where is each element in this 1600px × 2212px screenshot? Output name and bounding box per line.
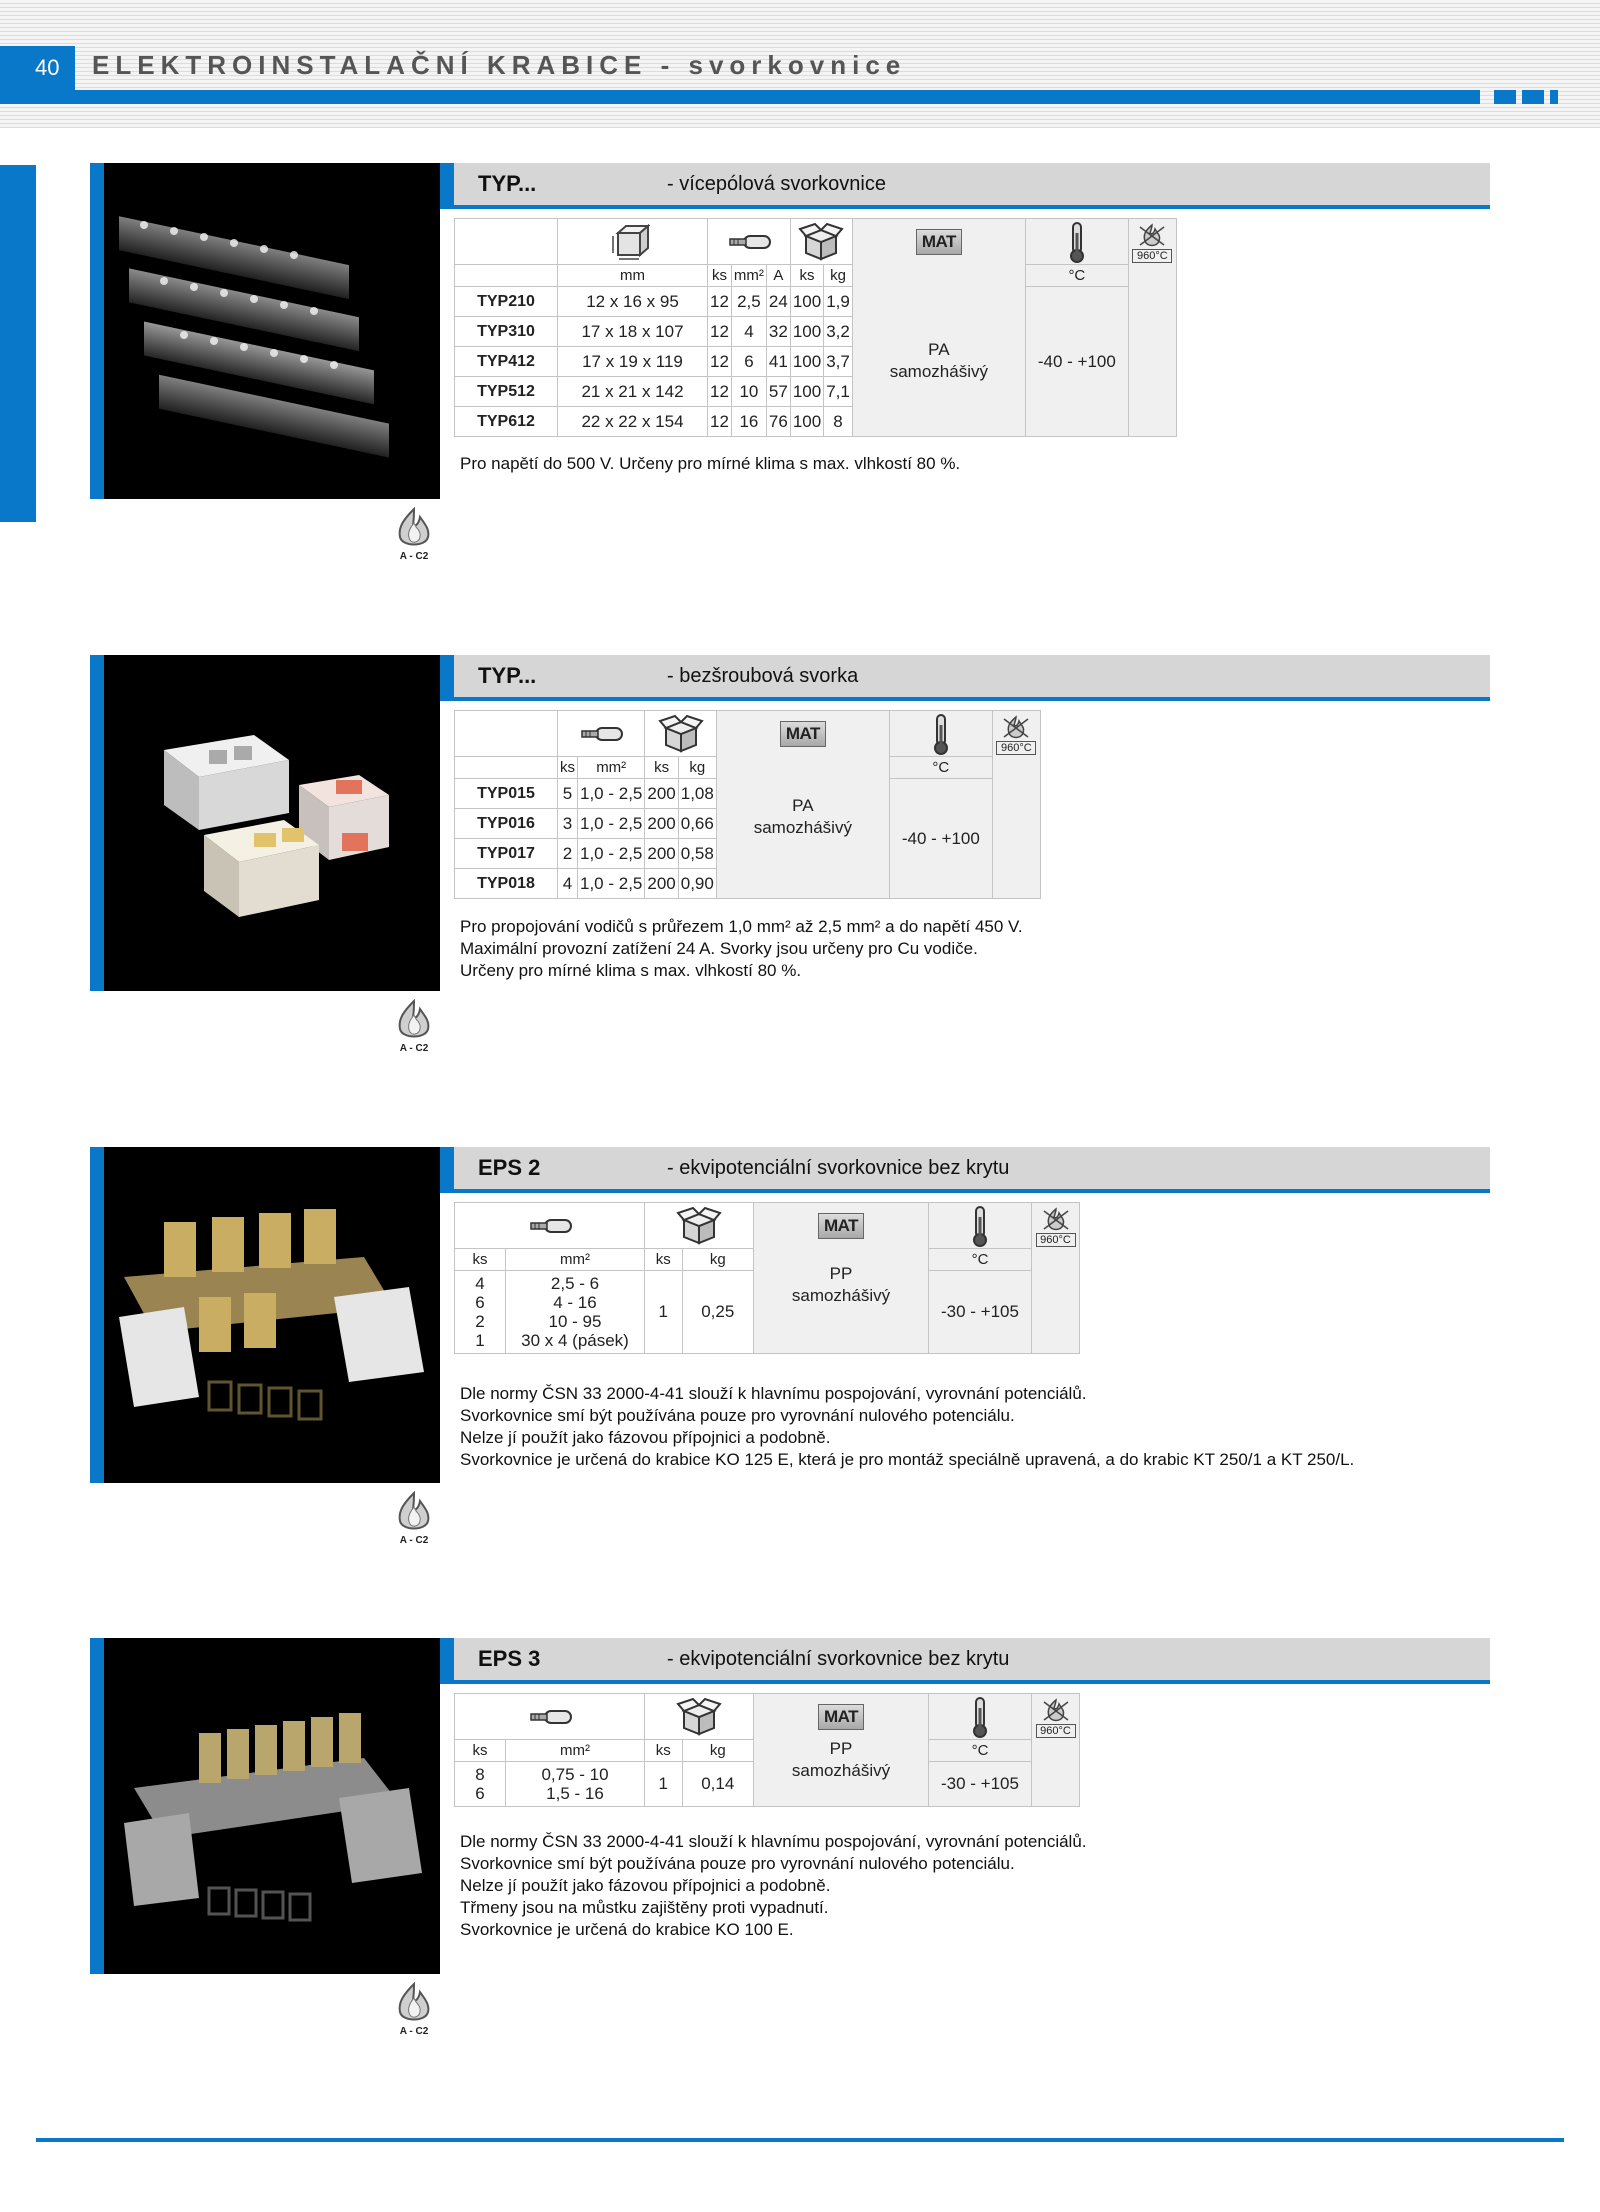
flammability-badge bbox=[392, 999, 436, 1061]
terminal-strip-photo bbox=[104, 163, 440, 499]
cell-value: 1,0 - 2,5 bbox=[578, 779, 645, 809]
note-line: Dle normy ČSN 33 2000-4-41 slouží k hlavnímu pospojování, vyrovnání potenciálů. bbox=[460, 1832, 1087, 1851]
cell-value: 7,1 bbox=[824, 377, 853, 407]
wire-size: 1,5 - 16 bbox=[546, 1784, 604, 1803]
unit-label: °C bbox=[929, 1740, 1032, 1762]
wire-size: 4 - 16 bbox=[553, 1293, 597, 1312]
unit-label: ks bbox=[455, 1249, 506, 1271]
unit-label: °C bbox=[889, 757, 992, 779]
product-subtitle: - ekvipotenciální svorkovnice bez krytu bbox=[667, 1648, 1010, 1670]
flammability-label: A - C2 bbox=[399, 551, 429, 562]
thermometer-icon bbox=[1068, 231, 1086, 250]
type-code: TYP412 bbox=[455, 347, 558, 377]
cell-value: 0,90 bbox=[678, 869, 716, 899]
equipotential-busbar-photo bbox=[104, 1638, 440, 1974]
note-line: Maximální provozní zatížení 24 A. Svorky jsou určeny pro Cu vodiče. bbox=[460, 939, 978, 958]
flammability-badge bbox=[392, 507, 436, 569]
mat-material-icon: MAT bbox=[916, 229, 962, 255]
wire-size: 2,5 - 6 bbox=[550, 1274, 600, 1293]
mat-material-icon: MAT bbox=[818, 1213, 864, 1239]
wire-icon bbox=[527, 1215, 573, 1234]
cell-value: 4 bbox=[731, 317, 766, 347]
product-notes bbox=[460, 1383, 1354, 1471]
product-photo bbox=[90, 655, 440, 991]
material-name: PP bbox=[829, 1739, 853, 1758]
cell-value: 32 bbox=[766, 317, 790, 347]
fire-temperature-label: 960°C bbox=[1036, 1233, 1076, 1247]
material-property: samozhášivý bbox=[889, 362, 988, 381]
flame-a-c2-icon bbox=[392, 1982, 436, 2026]
cell-value: 100 bbox=[790, 347, 823, 377]
wire-count: 8 bbox=[475, 1765, 485, 1784]
unit-label: ks bbox=[645, 757, 678, 779]
note-line: Nelze jí použít jako fázovou přípojnici a podobně. bbox=[460, 1428, 831, 1447]
type-code: TYP612 bbox=[455, 407, 558, 437]
thermometer-icon bbox=[971, 1706, 989, 1725]
cell-value: 12 x 16 x 95 bbox=[558, 287, 708, 317]
type-code: TYP210 bbox=[455, 287, 558, 317]
cell-value: 16 bbox=[731, 407, 766, 437]
wire-size: 10 - 95 bbox=[548, 1312, 602, 1331]
wire-count: 1 bbox=[475, 1331, 485, 1350]
flame-960-icon bbox=[1039, 1209, 1073, 1228]
product-notes bbox=[460, 916, 1023, 982]
flame-a-c2-icon bbox=[392, 999, 436, 1043]
product-photo bbox=[90, 1638, 440, 1974]
spec-table bbox=[454, 218, 1177, 437]
cell-value: 10 bbox=[731, 377, 766, 407]
flame-960-icon bbox=[1039, 1700, 1073, 1719]
pack-count: 1 bbox=[645, 1762, 683, 1807]
product-titlebar bbox=[440, 163, 1490, 209]
spec-table bbox=[454, 710, 1041, 899]
cell-value: 1,9 bbox=[824, 287, 853, 317]
wire-count: 4 bbox=[475, 1274, 485, 1293]
footer-line bbox=[36, 2138, 1564, 2142]
product-subtitle: - vícepólová svorkovnice bbox=[667, 173, 886, 195]
unit-label: kg bbox=[678, 757, 716, 779]
unit-label: mm² bbox=[506, 1740, 645, 1762]
cell-value: 3 bbox=[558, 809, 578, 839]
left-accent-bar bbox=[0, 165, 36, 522]
flammability-label: A - C2 bbox=[399, 2026, 429, 2037]
type-code: TYP512 bbox=[455, 377, 558, 407]
wire-count: 2 bbox=[475, 1312, 485, 1331]
cell-value: 100 bbox=[790, 407, 823, 437]
thermometer-icon bbox=[932, 723, 950, 742]
unit-label: mm² bbox=[578, 757, 645, 779]
flammability-badge bbox=[392, 1982, 436, 2044]
note-line: Určeny pro mírné klima s max. vlhkostí 80 %. bbox=[460, 961, 802, 980]
page-title: ELEKTROINSTALAČNÍ KRABICE - svorkovnice bbox=[92, 50, 907, 80]
product-titlebar bbox=[440, 1638, 1490, 1684]
product-notes bbox=[460, 453, 960, 475]
cell-value: 200 bbox=[645, 809, 678, 839]
mat-material-icon: MAT bbox=[818, 1704, 864, 1730]
cell-value: 1,08 bbox=[678, 779, 716, 809]
wire-icon bbox=[578, 723, 624, 742]
type-code: TYP017 bbox=[455, 839, 558, 869]
package-box-icon bbox=[658, 723, 704, 742]
fire-temperature-label: 960°C bbox=[1132, 249, 1172, 263]
screwless-terminal-photo bbox=[104, 655, 440, 991]
note-line: Svorkovnice smí být používána pouze pro vyrovnání nulového potenciálu. bbox=[460, 1854, 1015, 1873]
product-photo bbox=[90, 163, 440, 499]
flammability-label: A - C2 bbox=[399, 1043, 429, 1054]
cell-value: 3,7 bbox=[824, 347, 853, 377]
cell-value: 6 bbox=[731, 347, 766, 377]
unit-label: °C bbox=[1025, 265, 1128, 287]
cell-value: 100 bbox=[790, 377, 823, 407]
flammability-label: A - C2 bbox=[399, 1535, 429, 1546]
type-code: TYP018 bbox=[455, 869, 558, 899]
note-line: Svorkovnice smí být používána pouze pro vyrovnání nulového potenciálu. bbox=[460, 1406, 1015, 1425]
unit-label: ks bbox=[558, 757, 578, 779]
product-code: EPS 2 bbox=[478, 1155, 541, 1180]
unit-label: ks bbox=[790, 265, 823, 287]
unit-label: A bbox=[766, 265, 790, 287]
note-line: Nelze jí použít jako fázovou přípojnici a podobně. bbox=[460, 1876, 831, 1895]
flame-a-c2-icon bbox=[392, 1491, 436, 1535]
box-dimensions-icon bbox=[610, 231, 656, 250]
type-header bbox=[455, 219, 558, 265]
cell-value: 12 bbox=[708, 407, 732, 437]
cell-value: 17 x 18 x 107 bbox=[558, 317, 708, 347]
cell-value: 5 bbox=[558, 779, 578, 809]
cell-value: 0,58 bbox=[678, 839, 716, 869]
cell-value: 2 bbox=[558, 839, 578, 869]
spec-table bbox=[454, 1202, 1080, 1354]
cell-value: 100 bbox=[790, 287, 823, 317]
type-code: TYP015 bbox=[455, 779, 558, 809]
package-box-icon bbox=[798, 231, 844, 250]
product-code: TYP... bbox=[478, 171, 537, 196]
product-notes bbox=[460, 1831, 1087, 1941]
package-box-icon bbox=[676, 1215, 722, 1234]
unit-label: mm² bbox=[506, 1249, 645, 1271]
pack-weight: 0,25 bbox=[682, 1271, 753, 1354]
page-number: 40 bbox=[0, 46, 75, 104]
header-bar bbox=[0, 90, 1480, 104]
cell-value: 12 bbox=[708, 287, 732, 317]
unit-label: mm² bbox=[731, 265, 766, 287]
cell-value: 17 x 19 x 119 bbox=[558, 347, 708, 377]
wire-count: 6 bbox=[475, 1784, 485, 1803]
cell-value: 21 x 21 x 142 bbox=[558, 377, 708, 407]
product-titlebar bbox=[440, 655, 1490, 701]
unit-label: kg bbox=[682, 1740, 753, 1762]
fire-temperature-label: 960°C bbox=[996, 741, 1036, 755]
equipotential-busbar-photo bbox=[104, 1147, 440, 1483]
temperature-range: -30 - +105 bbox=[929, 1271, 1032, 1354]
flame-960-icon bbox=[1135, 225, 1169, 244]
product-titlebar bbox=[440, 1147, 1490, 1193]
wire-icon bbox=[527, 1706, 573, 1725]
product-code: EPS 3 bbox=[478, 1646, 541, 1671]
wire-size: 0,75 - 10 bbox=[541, 1765, 609, 1784]
cell-value: 57 bbox=[766, 377, 790, 407]
cell-value: 1,0 - 2,5 bbox=[578, 869, 645, 899]
type-code: TYP310 bbox=[455, 317, 558, 347]
fire-temperature-label: 960°C bbox=[1036, 1724, 1076, 1738]
flame-960-icon bbox=[999, 717, 1033, 736]
pack-count: 1 bbox=[645, 1271, 683, 1354]
unit-label: ks bbox=[708, 265, 732, 287]
cell-value: 41 bbox=[766, 347, 790, 377]
wire-icon bbox=[726, 231, 772, 250]
product-subtitle: - bezšroubová svorka bbox=[667, 665, 859, 687]
wire-size: 30 x 4 (pásek) bbox=[521, 1331, 629, 1350]
cell-value: 200 bbox=[645, 779, 678, 809]
product-photo bbox=[90, 1147, 440, 1483]
flame-a-c2-icon bbox=[392, 507, 436, 551]
temperature-range: -40 - +100 bbox=[1025, 287, 1128, 437]
temperature-range: -40 - +100 bbox=[889, 779, 992, 899]
cell-value: 12 bbox=[708, 347, 732, 377]
cell-value: 12 bbox=[708, 377, 732, 407]
type-code: TYP016 bbox=[455, 809, 558, 839]
unit-label: ks bbox=[455, 1740, 506, 1762]
cell-value: 22 x 22 x 154 bbox=[558, 407, 708, 437]
product-code: TYP... bbox=[478, 663, 537, 688]
cell-value: 200 bbox=[645, 839, 678, 869]
material-property: samozhášivý bbox=[791, 1286, 891, 1305]
unit-label: ks bbox=[645, 1740, 683, 1762]
package-box-icon bbox=[676, 1706, 722, 1725]
cell-value: 1,0 - 2,5 bbox=[578, 809, 645, 839]
pack-weight: 0,14 bbox=[682, 1762, 753, 1807]
cell-value: 12 bbox=[708, 317, 732, 347]
unit-label: ks bbox=[645, 1249, 683, 1271]
unit-label bbox=[455, 265, 558, 287]
cell-value: 0,66 bbox=[678, 809, 716, 839]
unit-label: kg bbox=[682, 1249, 753, 1271]
material-property: samozhášivý bbox=[753, 818, 852, 837]
cell-value: 76 bbox=[766, 407, 790, 437]
material-property: samozhášivý bbox=[791, 1761, 891, 1780]
thermometer-icon bbox=[971, 1215, 989, 1234]
header-block bbox=[1522, 90, 1544, 104]
note-line: Pro napětí do 500 V. Určeny pro mírné klima s max. vlhkostí 80 %. bbox=[460, 454, 961, 473]
type-header bbox=[455, 711, 558, 757]
cell-value: 4 bbox=[558, 869, 578, 899]
spec-table bbox=[454, 1693, 1080, 1807]
cell-value: 8 bbox=[824, 407, 853, 437]
cell-value: 2,5 bbox=[731, 287, 766, 317]
unit-label bbox=[455, 757, 558, 779]
cell-value: 3,2 bbox=[824, 317, 853, 347]
material-name: PP bbox=[829, 1264, 853, 1283]
cell-value: 24 bbox=[766, 287, 790, 317]
note-line: Dle normy ČSN 33 2000-4-41 slouží k hlavnímu pospojování, vyrovnání potenciálů. bbox=[460, 1384, 1087, 1403]
material-name: PA bbox=[928, 340, 950, 359]
temperature-range: -30 - +105 bbox=[929, 1762, 1032, 1807]
cell-value: 200 bbox=[645, 869, 678, 899]
unit-label: mm bbox=[558, 265, 708, 287]
table-row bbox=[455, 287, 1177, 317]
note-line: Pro propojování vodičů s průřezem 1,0 mm² až 2,5 mm² a do napětí 450 V. bbox=[460, 917, 1023, 936]
unit-label: kg bbox=[824, 265, 853, 287]
flammability-badge bbox=[392, 1491, 436, 1553]
note-line: Třmeny jsou na můstku zajištěny proti vypadnutí. bbox=[460, 1898, 829, 1917]
mat-material-icon: MAT bbox=[780, 721, 826, 747]
product-subtitle: - ekvipotenciální svorkovnice bez krytu bbox=[667, 1157, 1010, 1179]
note-line: Svorkovnice je určená do krabice KO 100 E. bbox=[460, 1920, 794, 1939]
wire-count: 6 bbox=[475, 1293, 485, 1312]
material-name: PA bbox=[792, 796, 814, 815]
header-block bbox=[1550, 90, 1558, 104]
cell-value: 1,0 - 2,5 bbox=[578, 839, 645, 869]
cell-value: 100 bbox=[790, 317, 823, 347]
unit-label: °C bbox=[929, 1249, 1032, 1271]
note-line: Svorkovnice je určená do krabice KO 125 E, která je pro montáž speciálně upravená, a do krabic KT 250/1 a KT 250/L. bbox=[460, 1450, 1355, 1469]
header-block bbox=[1494, 90, 1516, 104]
